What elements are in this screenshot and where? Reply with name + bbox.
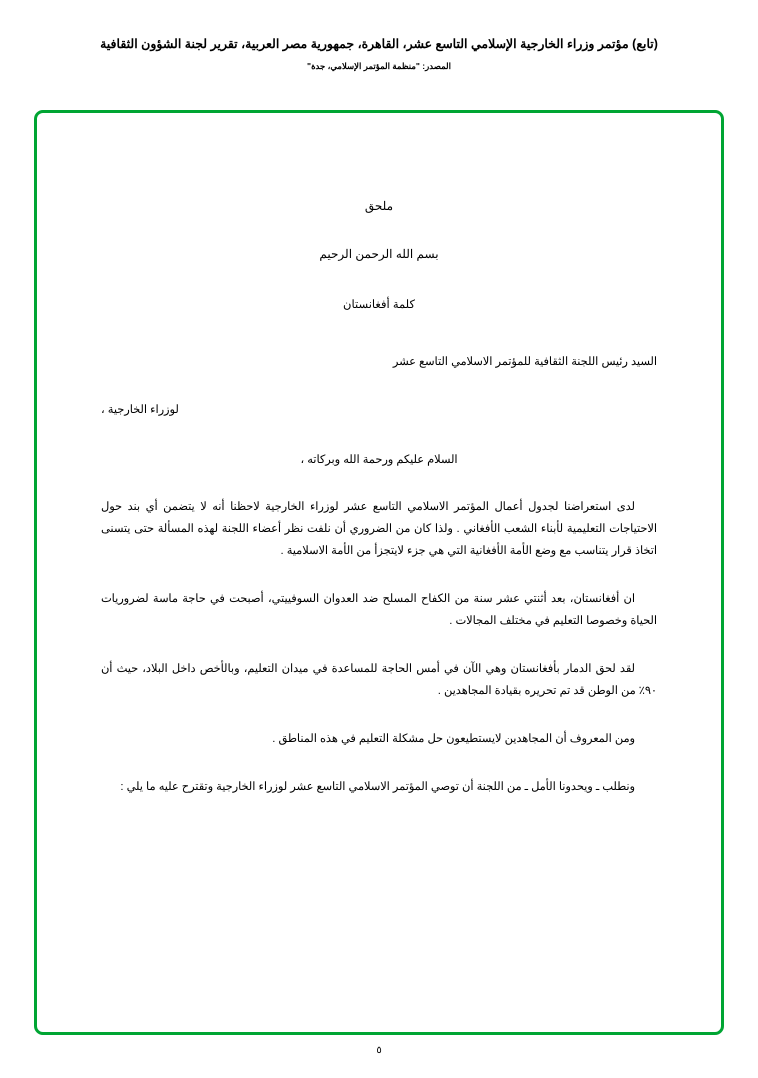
salutation: السلام عليكم ورحمة الله وبركاته ، xyxy=(300,454,458,467)
paragraph-4: ومن المعروف أن المجاهدين لايستطيعون حل مشكلة التعليم في هذه المناطق . xyxy=(272,733,635,746)
basmala-line: بسم الله الرحمن الرحيم xyxy=(319,247,439,261)
paragraph-3: لقد لحق الدمار بأفغانستان وهي الآن في أمس الحاجة للمساعدة في ميدان التعليم، وبالأخص داخل البلاد، حيث أن ٩٠٪ من الوطن قد تم تحريره بقيادة المجاهدين . xyxy=(101,663,657,698)
page-number: ٥ xyxy=(376,1045,382,1056)
appendix-label: ملحق xyxy=(364,199,394,213)
address-line-1: السيد رئيس اللجنة الثقافية للمؤتمر الاسلامي التاسع عشر xyxy=(392,356,657,368)
green-border-frame xyxy=(34,110,724,1035)
paragraph-2: ان أفغانستان، بعد أثنتي عشر سنة من الكفاح المسلح ضد العدوان السوفييتي، أصبحت في حاجة ماسة لضروريات الحياة وخصوصا التعليم في مختلف المجالات . xyxy=(101,593,657,628)
paragraph-1: لدى استعراضنا لجدول أعمال المؤتمر الاسلامي التاسع عشر لوزراء الخارجية لاحظنا أنه لا يتضمن أي بند حول الاحتياجات التعليمية لأبناء الشعب الأفغاني . ولذا كان من الضروري أن نلفت نظر أعضاء اللجنة لهذه المسألة حتى يتسنى اتخاذ قرار يتناسب مع وضع الأمة الأفغانية التي هي جزء لايتجزأ من الأمة الاسلامية . xyxy=(101,501,657,558)
header-source: المصدر: "منظمة المؤتمر الإسلامي، جدة" xyxy=(307,60,451,71)
page-header xyxy=(0,0,758,72)
header-title: (تابع) مؤتمر وزراء الخارجية الإسلامي التاسع عشر، القاهرة، جمهورية مصر العربية، تقرير لجنة الشؤون الثقافية xyxy=(100,37,658,51)
document-body xyxy=(37,113,721,1032)
section-title: كلمة أفغانستان xyxy=(343,299,415,311)
paragraph-5: ونطلب ـ ويحدونا الأمل ـ من اللجنة أن توصي المؤتمر الاسلامي التاسع عشر لوزراء الخارجية وتقترح عليه ما يلي : xyxy=(120,781,635,794)
address-line-2: لوزراء الخارجية ، xyxy=(101,404,179,417)
